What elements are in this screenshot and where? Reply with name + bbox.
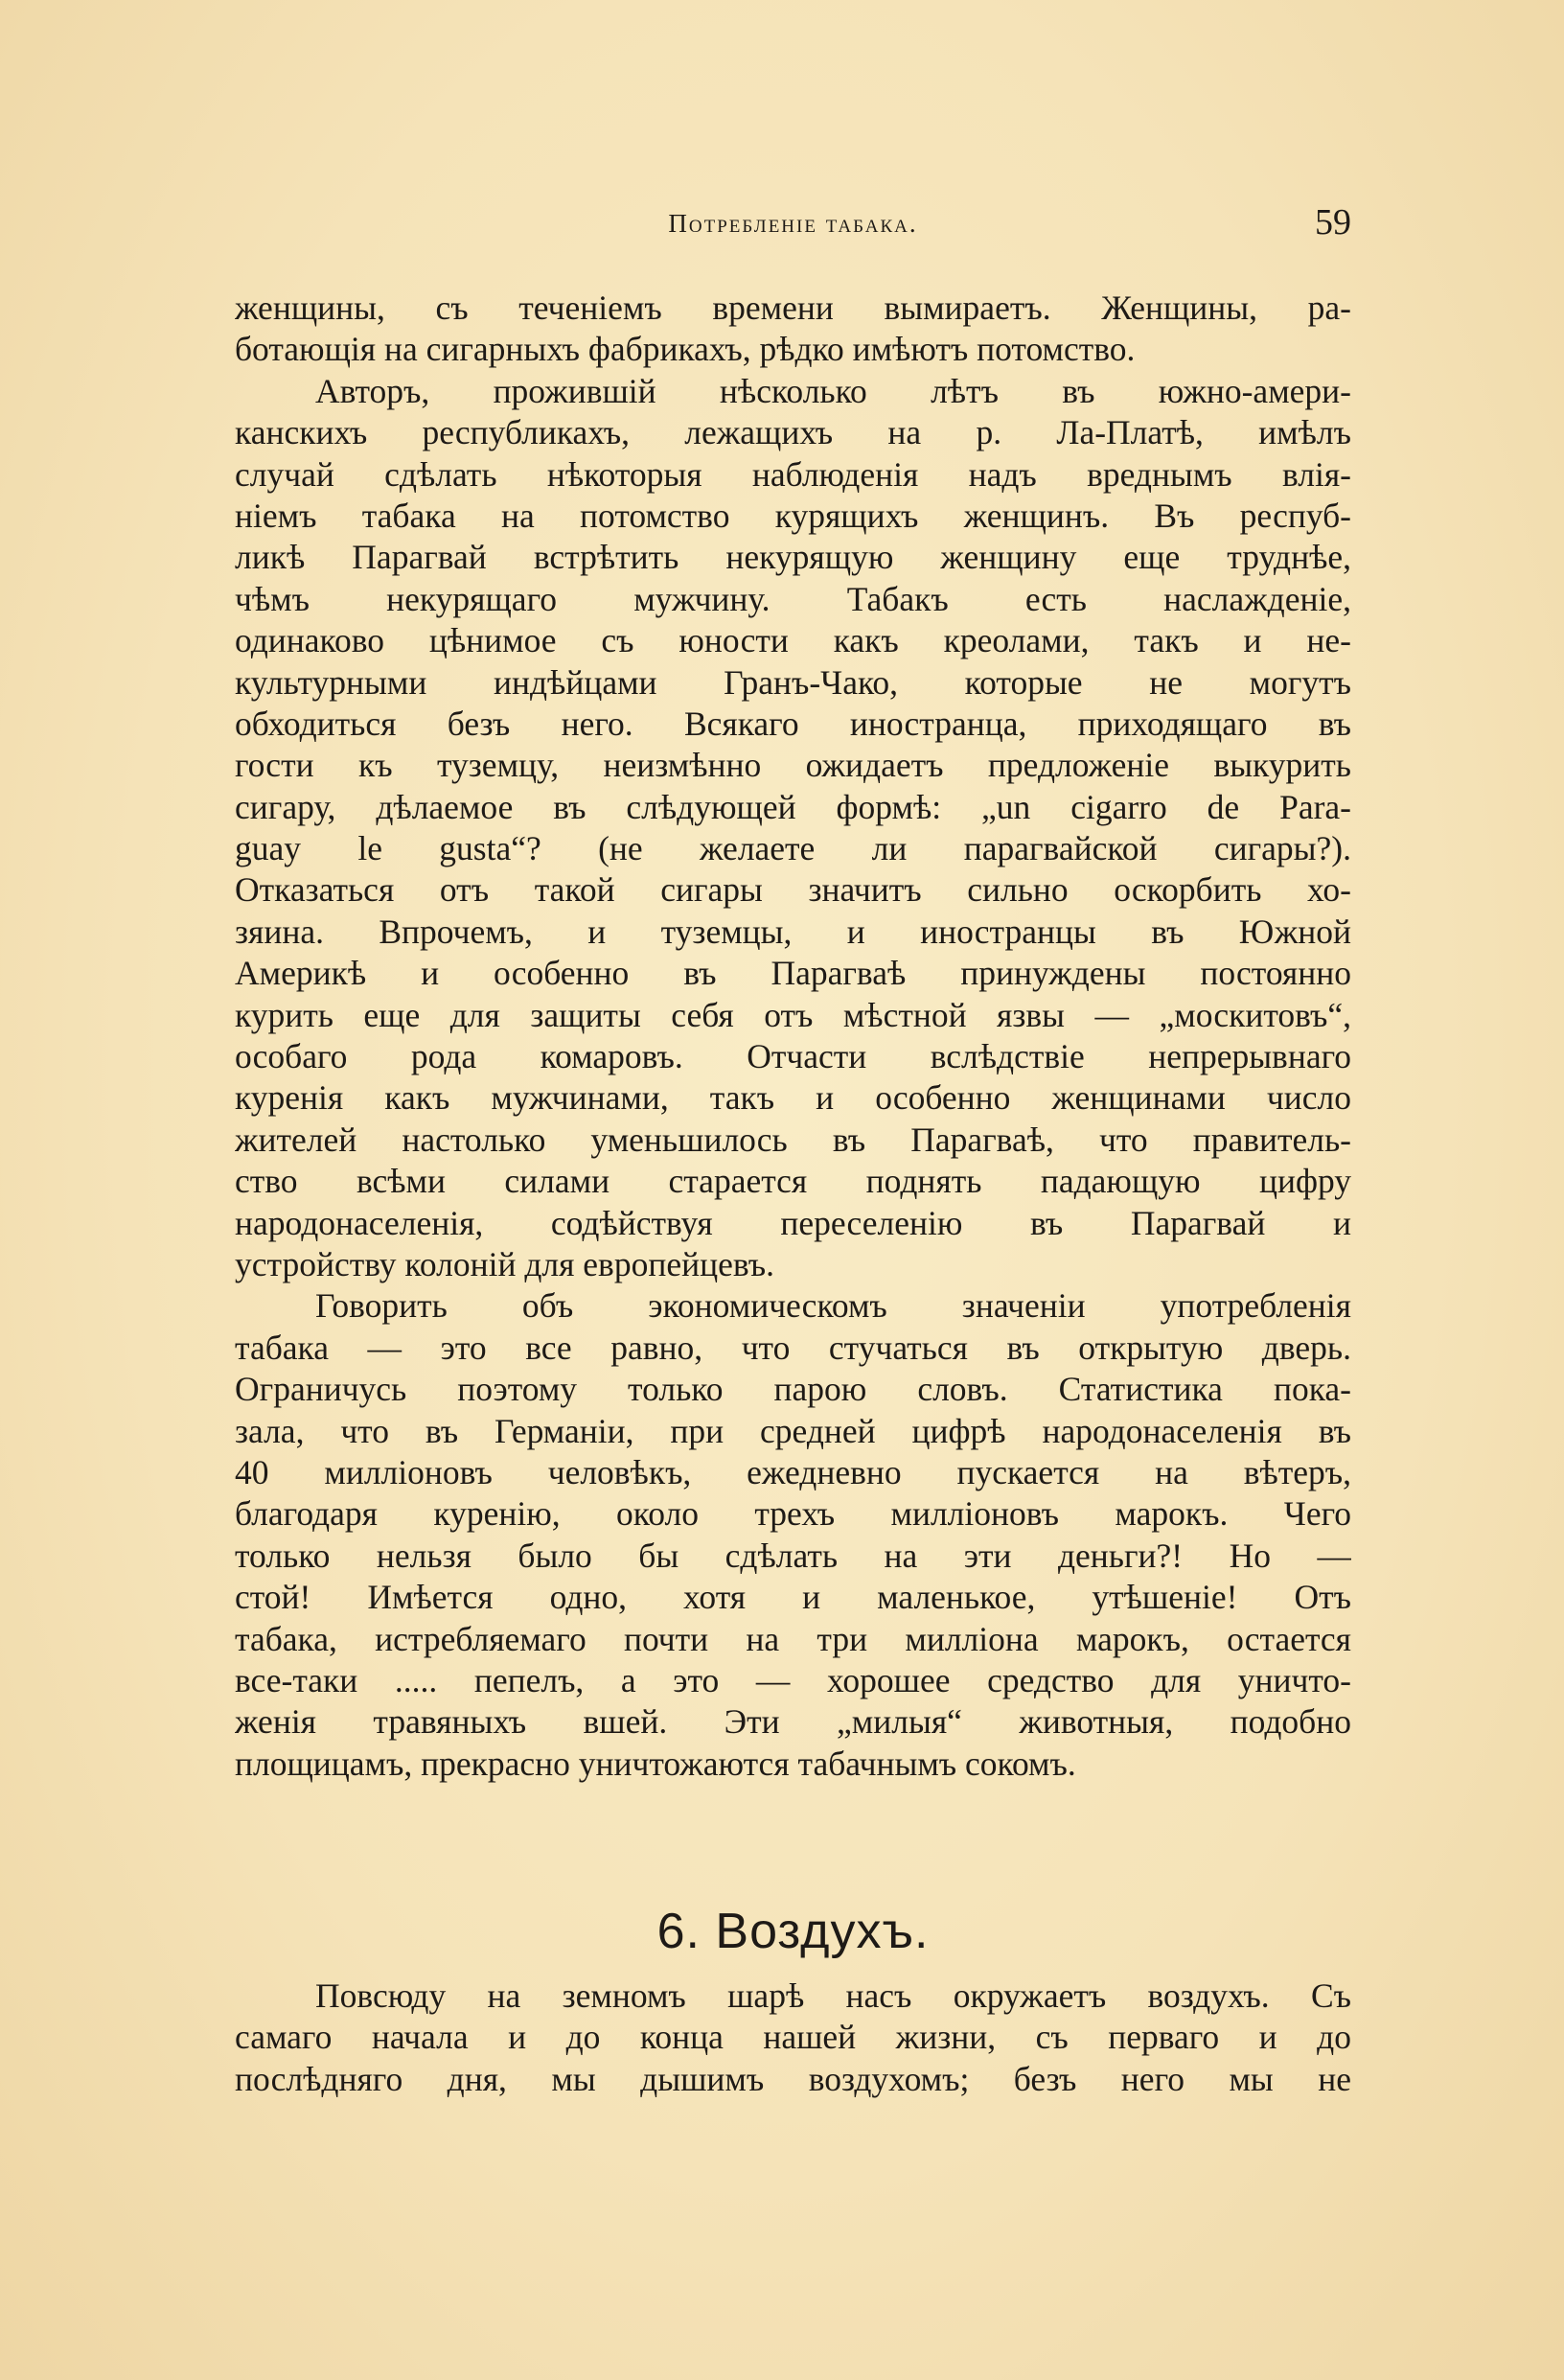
text-line: канскихъ республикахъ, лежащихъ на р. Ла-Платѣ, имѣлъ [235,413,1351,452]
text-line: сигару, дѣлаемое въ слѣдующей формѣ: „un cigarro de Para- [235,787,1351,826]
text-line: площицамъ, прекрасно уничтожаются табачнымъ сокомъ. [235,1744,1076,1783]
section-heading: 6. Воздухъ. [656,1904,930,1959]
text-line: зяина. Впрочемъ, и туземцы, и иностранцы въ Южной [235,912,1351,951]
paragraph [235,371,1351,1286]
running-title: Потребленіе табака. [668,209,918,238]
text-line: ликѣ Парагвай встрѣтить некурящую женщину еще труднѣе, [235,538,1351,577]
text-line: ство всѣми силами старается поднять падающую цифру [235,1162,1351,1201]
text-line: стой! Имѣется одно, хотя и маленькое, утѣшеніе! Отъ [235,1578,1351,1617]
text-line: курить еще для защиты себя отъ мѣстной язвы — „москитовъ“, [235,995,1351,1034]
text-line: табака — это все равно, что стучаться въ открытую дверь. [235,1328,1351,1367]
body-text [235,288,1351,1785]
text-line: куренія какъ мужчинами, такъ и особенно женщинами число [235,1078,1351,1118]
text-line: Ограничусь поэтому только парою словъ. Статистика пока- [235,1370,1351,1409]
page-number: 59 [1315,202,1351,243]
paragraph [235,288,1351,371]
text-line: Америкѣ и особенно въ Парагваѣ принуждены постоянно [235,954,1351,993]
paragraph [235,1285,1351,1785]
text-line: женія травяныхъ вшей. Эти „милыя“ животныя, подобно [235,1702,1351,1742]
text-line: культурными индѣйцами Гранъ-Чако, которые не могутъ [235,662,1351,702]
text-line: табака, истребляемаго почти на три милліона марокъ, остается [235,1619,1351,1658]
text-line: народонаселенія, содѣйствуя переселенію въ Парагвай и [235,1203,1351,1242]
section-text [235,1976,1351,2100]
text-line: ботающія на сигарныхъ фабрикахъ, рѣдко имѣютъ потомство. [235,330,1136,369]
text-line: Говорить объ экономическомъ значеніи употребленія [315,1286,1351,1326]
text-line: 40 милліоновъ человѣкъ, ежедневно пускается на вѣтеръ, [235,1452,1351,1491]
text-line: жителей настолько уменьшилось въ Парагваѣ, что правитель- [235,1120,1351,1159]
text-line: особаго рода комаровъ. Отчасти вслѣдствіе непрерывнаго [235,1037,1351,1076]
text-line: Повсюду на земномъ шарѣ насъ окружаетъ воздухъ. Съ [315,1976,1351,2015]
text-line: ніемъ табака на потомство курящихъ женщинъ. Въ респуб- [235,496,1351,535]
text-line: благодаря куренію, около трехъ милліоновъ марокъ. Чего [235,1494,1351,1534]
text-line: устройству колоній для европейцевъ. [235,1244,774,1283]
text-line: случай сдѣлать нѣкоторыя наблюденія надъ вреднымъ влія- [235,454,1351,494]
running-header [235,201,1351,249]
text-line: зала, что въ Германіи, при средней цифрѣ народонаселенія въ [235,1411,1351,1450]
text-line: гости къ туземцу, неизмѣнно ожидаетъ предложеніе выкурить [235,746,1351,785]
text-line: обходиться безъ него. Всякаго иностранца, приходящаго въ [235,704,1351,743]
text-line: послѣдняго дня, мы дышимъ воздухомъ; безъ него мы не [235,2059,1351,2098]
text-line: Авторъ, прожившій нѣсколько лѣтъ въ южно-амери- [315,371,1351,410]
text-line: чѣмъ некурящаго мужчину. Табакъ есть наслажденіе, [235,579,1351,618]
text-line: женщины, съ теченіемъ времени вымираетъ. Женщины, ра- [235,289,1351,327]
text-line: одинаково цѣнимое съ юности какъ креолами, такъ и не- [235,621,1351,660]
text-line: Отказаться отъ такой сигары значитъ сильно оскорбить хо- [235,870,1351,910]
text-line: только нельзя было бы сдѣлать на эти деньги?! Но — [235,1536,1351,1575]
text-line: guay le gusta“? (не желаете ли парагвайской сигары?). [235,829,1351,868]
text-line: все-таки ..... пепелъ, а это — хорошее средство для уничто- [235,1660,1351,1699]
text-line: самаго начала и до конца нашей жизни, съ перваго и до [235,2018,1351,2057]
